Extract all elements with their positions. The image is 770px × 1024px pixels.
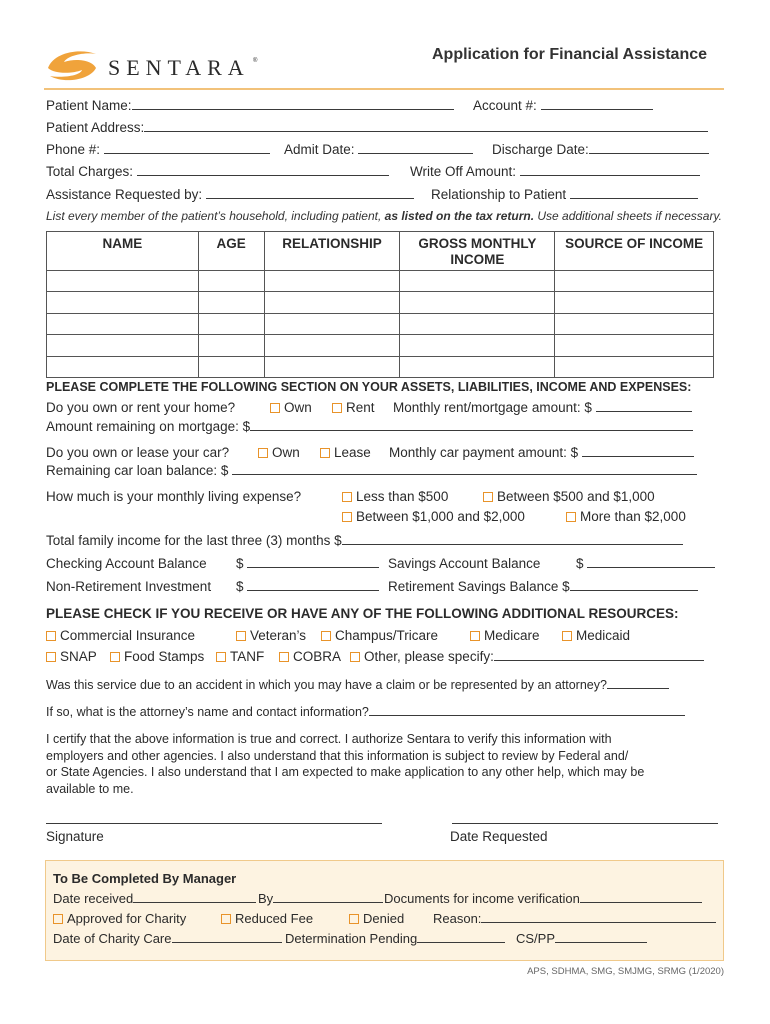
checkbox-icon: [236, 631, 246, 641]
date-requested-line[interactable]: [452, 812, 718, 824]
admit-date-label: Admit Date:: [284, 142, 355, 157]
living-expense-question: How much is your monthly living expense?: [46, 489, 302, 504]
checkbox-icon: [470, 631, 480, 641]
resource-cobra[interactable]: COBRA: [279, 648, 341, 666]
car-own-checkbox[interactable]: Own: [258, 444, 300, 462]
patient-name-field[interactable]: [46, 97, 454, 115]
non-retirement-label: Non-Retirement Investment: [46, 579, 212, 594]
logo-swoosh-icon: [48, 51, 96, 80]
savings-balance-label: Savings Account Balance: [388, 556, 541, 571]
signature-line[interactable]: [46, 812, 382, 824]
checkbox-icon: [46, 631, 56, 641]
brand-wordmark: SENTARA: [108, 55, 250, 80]
resource-medicaid[interactable]: Medicaid: [562, 627, 630, 645]
car-lease-checkbox[interactable]: Lease: [320, 444, 371, 462]
patient-name-label: Patient Name:: [46, 98, 132, 113]
car-question: Do you own or lease your car?: [46, 445, 230, 460]
cs-pp-field[interactable]: CS/PP: [516, 930, 647, 948]
svg-text:®: ®: [253, 58, 258, 64]
accident-question-field[interactable]: Was this service due to an accident in which you may have a claim or be represented by an attorney?: [46, 676, 669, 694]
mortgage-remaining-field[interactable]: Amount remaining on mortgage: $: [46, 418, 693, 436]
resource-tanf[interactable]: TANF: [216, 648, 264, 666]
admit-date-field[interactable]: [284, 141, 473, 159]
checkbox-icon: [342, 512, 352, 522]
by-field[interactable]: By: [258, 890, 383, 908]
signature-label: Signature: [46, 829, 104, 844]
household-instructions: List every member of the patient’s household, including patient, as listed on the tax return. Use additional sheets if necessary.: [46, 209, 722, 223]
resource-snap[interactable]: SNAP: [46, 648, 97, 666]
expense-more-2000-checkbox[interactable]: More than $2,000: [566, 508, 686, 526]
non-retirement-field[interactable]: $: [236, 578, 379, 596]
resource-commercial-insurance[interactable]: Commercial Insurance: [46, 627, 195, 645]
reduced-fee-checkbox[interactable]: Reduced Fee: [221, 910, 313, 928]
relationship-field[interactable]: [431, 186, 698, 204]
expense-1000-2000-checkbox[interactable]: Between $1,000 and $2,000: [342, 508, 525, 526]
discharge-date-field[interactable]: [492, 141, 709, 159]
resource-food-stamps[interactable]: Food Stamps: [110, 648, 204, 666]
car-remaining-field[interactable]: Remaining car loan balance: $: [46, 462, 697, 480]
column-header-age: AGE: [198, 232, 264, 271]
header-divider: [44, 88, 724, 90]
home-own-checkbox[interactable]: Own: [270, 399, 312, 417]
checkbox-icon: [110, 652, 120, 662]
checkbox-icon: [350, 652, 360, 662]
page-title: Application for Financial Assistance: [432, 46, 708, 63]
home-question: Do you own or rent your home?: [46, 400, 236, 415]
expense-500-1000-checkbox[interactable]: Between $500 and $1,000: [483, 488, 655, 506]
checkbox-icon: [320, 448, 330, 458]
total-charges-field[interactable]: [46, 163, 389, 181]
certification-statement: I certify that the above information is true and correct. I authorize Sentara to verify this information with employers and other agencies. I also understand that this information is subject to review by Federal and/ or State Agencies. I also understand that I am expected to make application to any other help, which may be available to me.: [46, 732, 645, 796]
checkbox-icon: [270, 403, 280, 413]
checking-balance-label: Checking Account Balance: [46, 556, 207, 571]
checkbox-icon: [566, 512, 576, 522]
assistance-requested-label: Assistance Requested by:: [46, 187, 203, 202]
table-row: [47, 313, 714, 334]
resources-section-heading: PLEASE CHECK IF YOU RECEIVE OR HAVE ANY OF THE FOLLOWING ADDITIONAL RESOURCES:: [46, 606, 679, 621]
denied-checkbox[interactable]: Denied: [349, 910, 404, 928]
date-requested-label: Date Requested: [450, 829, 548, 844]
table-row: [47, 335, 714, 356]
column-header-name: NAME: [47, 232, 199, 271]
table-row: [47, 292, 714, 313]
resource-other-field[interactable]: Other, please specify:: [350, 648, 704, 666]
resource-medicare[interactable]: Medicare: [470, 627, 540, 645]
checkbox-icon: [279, 652, 289, 662]
account-label: Account #:: [473, 98, 537, 113]
column-header-gross-income: [400, 232, 555, 271]
table-row: [47, 271, 714, 292]
total-charges-label: Total Charges:: [46, 164, 134, 179]
patient-address-field[interactable]: [46, 119, 708, 137]
resource-champus-tricare[interactable]: Champus/Tricare: [321, 627, 438, 645]
attorney-info-field[interactable]: If so, what is the attorney’s name and contact information?: [46, 703, 685, 721]
form-code: APS, SDHMA, SMG, SMJMG, SRMG (1/2020): [527, 966, 724, 977]
phone-field[interactable]: [46, 141, 270, 159]
checkbox-icon: [332, 403, 342, 413]
checkbox-icon: [483, 492, 493, 502]
retirement-savings-field[interactable]: Retirement Savings Balance $: [388, 578, 698, 596]
car-payment-field[interactable]: Monthly car payment amount: $: [389, 444, 694, 462]
account-field[interactable]: [473, 97, 653, 115]
table-row: [47, 356, 714, 377]
date-received-field[interactable]: Date received: [53, 890, 256, 908]
checkbox-icon: [342, 492, 352, 502]
determination-pending-field[interactable]: Determination Pending: [285, 930, 505, 948]
household-table: [46, 231, 714, 378]
checkbox-icon: [221, 914, 231, 924]
date-charity-care-field[interactable]: Date of Charity Care: [53, 930, 282, 948]
checkbox-icon: [349, 914, 359, 924]
write-off-field[interactable]: [410, 163, 700, 181]
savings-balance-field[interactable]: $: [576, 555, 715, 573]
gross-income-header-text: GROSS MONTHLY INCOME: [418, 236, 537, 267]
checkbox-icon: [53, 914, 63, 924]
documents-field[interactable]: Documents for income verification: [384, 890, 702, 908]
assets-section-heading: PLEASE COMPLETE THE FOLLOWING SECTION ON YOUR ASSETS, LIABILITIES, INCOME AND EXPENSES:: [46, 380, 692, 394]
checkbox-icon: [562, 631, 572, 641]
home-rent-checkbox[interactable]: Rent: [332, 399, 375, 417]
write-off-label: Write Off Amount:: [410, 164, 517, 179]
assistance-requested-field[interactable]: [46, 186, 414, 204]
manager-heading: To Be Completed By Manager: [53, 871, 237, 886]
relationship-label: Relationship to Patient: [431, 187, 567, 202]
column-header-source-income: SOURCE OF INCOME: [555, 232, 714, 271]
family-income-field[interactable]: Total family income for the last three (3) months $: [46, 532, 683, 550]
checking-balance-field[interactable]: $: [236, 555, 379, 573]
checkbox-icon: [216, 652, 226, 662]
patient-address-label: Patient Address:: [46, 120, 145, 135]
column-header-relationship: RELATIONSHIP: [264, 232, 400, 271]
expense-less-500-checkbox[interactable]: Less than $500: [342, 488, 448, 506]
checkbox-icon: [258, 448, 268, 458]
checkbox-icon: [321, 631, 331, 641]
rent-amount-field[interactable]: Monthly rent/mortgage amount: $: [393, 399, 692, 417]
resource-veterans[interactable]: Veteran’s: [236, 627, 306, 645]
reason-field[interactable]: Reason:: [433, 910, 716, 928]
discharge-date-label: Discharge Date:: [492, 142, 589, 157]
approved-charity-checkbox[interactable]: Approved for Charity: [53, 910, 186, 928]
sentara-logo: [46, 46, 261, 84]
checkbox-icon: [46, 652, 56, 662]
phone-label: Phone #:: [46, 142, 101, 157]
